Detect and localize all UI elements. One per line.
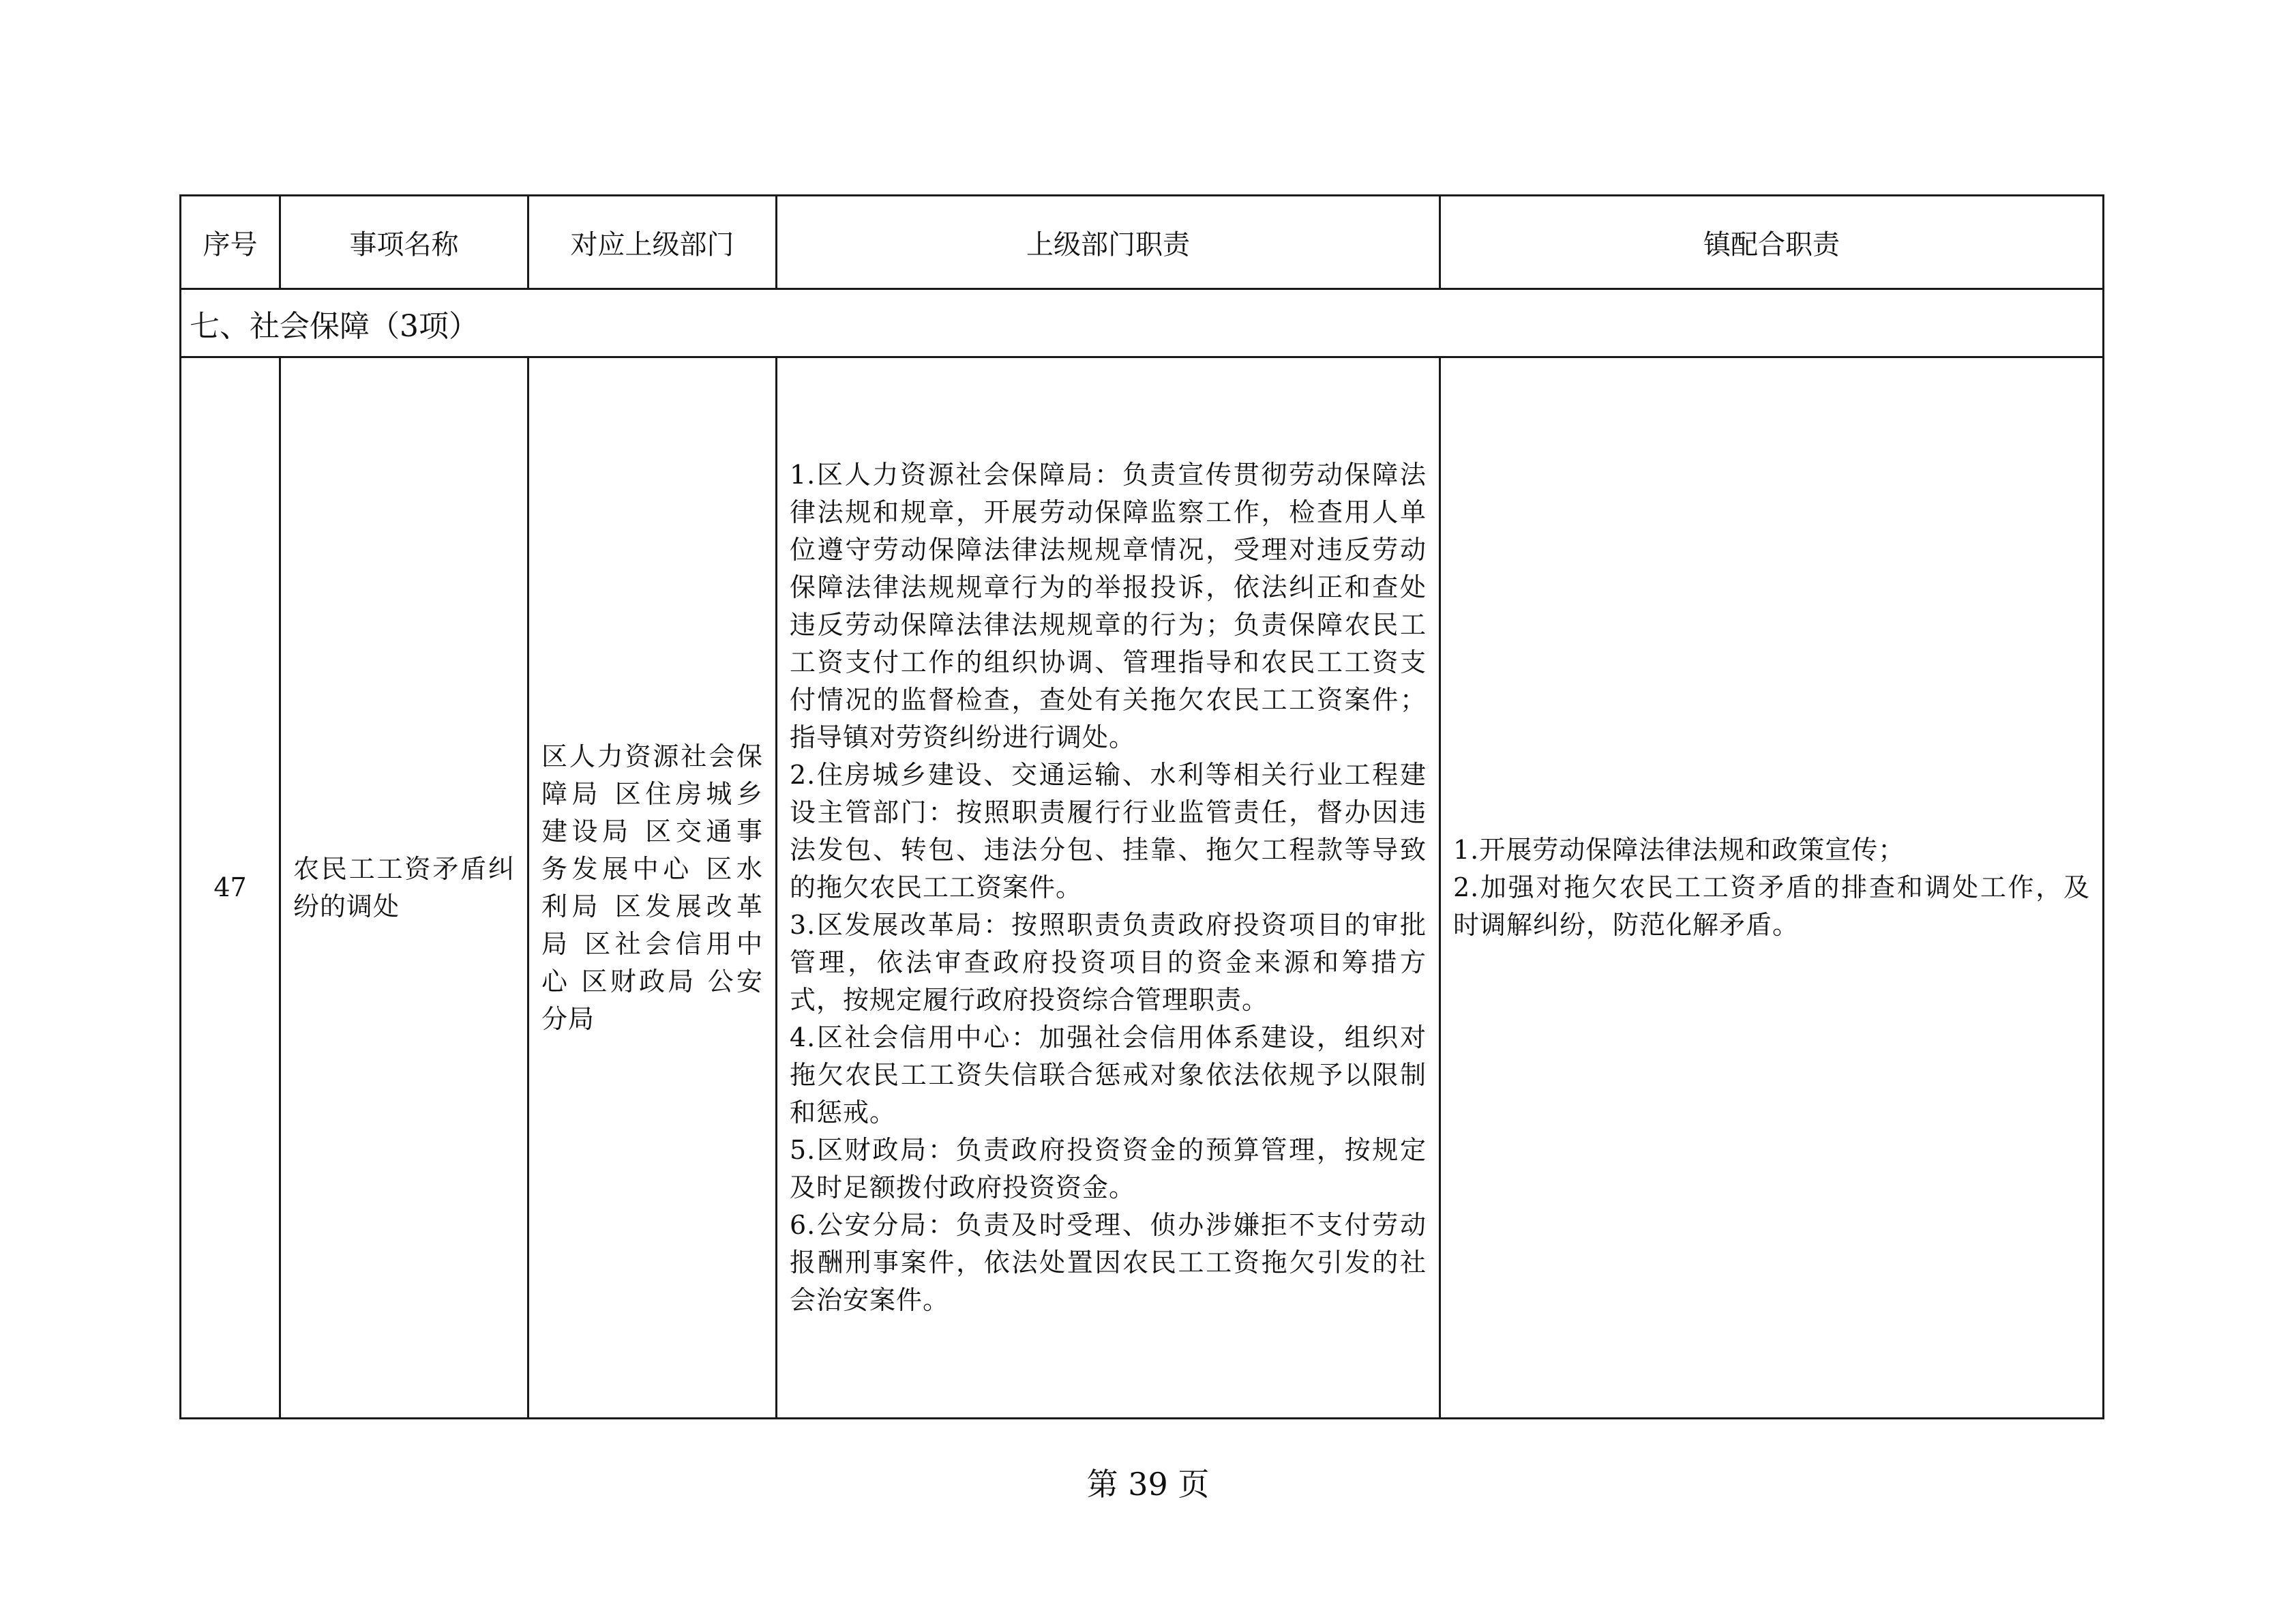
table-header-row	[181, 196, 2104, 289]
page-number: 第 39 页	[1086, 1466, 1210, 1503]
superior-duty-5: 5.区财政局：负责政府投资资金的预算管理，按规定及时足额拨付政府投资资金。	[790, 1135, 1427, 1202]
superior-duty-3: 3.区发展改革局：按照职责负责政府投资项目的审批管理，依法审查政府投资项目的资金来源和筹措方式，按规定履行政府投资综合管理职责。	[790, 910, 1427, 1015]
section-row	[181, 289, 2104, 357]
row-superior-duties	[777, 357, 1440, 1419]
header-item-name: 事项名称	[280, 196, 528, 289]
header-superior-duties: 上级部门职责	[777, 196, 1440, 289]
responsibility-table	[179, 194, 2104, 1419]
row-index: 47	[181, 357, 280, 1419]
superior-duty-6: 6.公安分局：负责及时受理、侦办涉嫌拒不支付劳动报酬刑事案件，依法处置因农民工工资拖欠引发的社会治安案件。	[790, 1210, 1427, 1315]
row-item-name: 农民工工资矛盾纠纷的调处	[280, 357, 528, 1419]
town-duty-1: 1.开展劳动保障法律法规和政策宣传；	[1453, 835, 1905, 865]
row-town-duties	[1440, 357, 2104, 1419]
section-title: 七、社会保障（3项）	[181, 289, 2104, 357]
superior-duty-1: 1.区人力资源社会保障局：负责宣传贯彻劳动保障法律法规和规章，开展劳动保障监察工作，检查用人单位遵守劳动保障法律法规规章情况，受理对违反劳动保障法律法规规章行为的举报投诉，依法纠正和查处违反劳动保障法律法规规章的行为；负责保障农民工工资支付工作的组织协调、管理指导和农民工工资支付情况的监督检查，查处有关拖欠农民工工资案件；指导镇对劳资纠纷进行调处。	[790, 460, 1427, 752]
row-departments: 区人力资源社会保障局 区住房城乡建设局 区交通事务发展中心 区水利局 区发展改革局 区社会信用中心 区财政局 公安分局	[528, 357, 777, 1419]
superior-duty-2: 2.住房城乡建设、交通运输、水利等相关行业工程建设主管部门：按照职责履行行业监管责任，督办因违法发包、转包、违法分包、挂靠、拖欠工程款等导致的拖欠农民工工资案件。	[790, 760, 1427, 902]
superior-duty-4: 4.区社会信用中心：加强社会信用体系建设，组织对拖欠农民工工资失信联合惩戒对象依法依规予以限制和惩戒。	[790, 1022, 1427, 1127]
header-index: 序号	[181, 196, 280, 289]
town-duty-2: 2.加强对拖欠农民工工资矛盾的排查和调处工作，及时调解纠纷，防范化解矛盾。	[1453, 872, 2090, 940]
table-row	[181, 357, 2104, 1419]
header-departments: 对应上级部门	[528, 196, 777, 289]
header-town-duties: 镇配合职责	[1440, 196, 2104, 289]
